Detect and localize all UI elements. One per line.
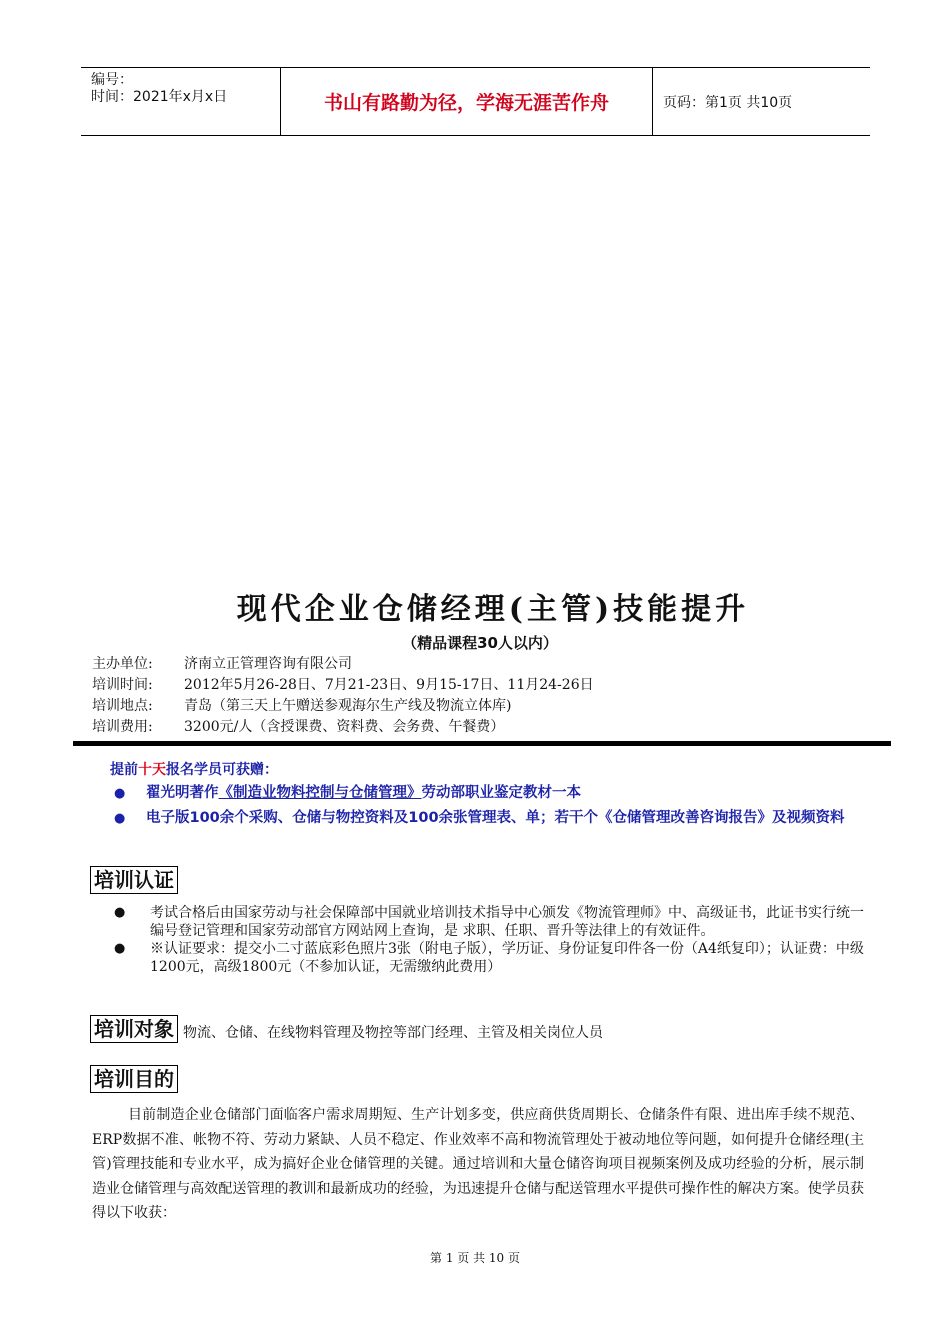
info-value: 2012年5月26-28日、7月21-23日、9月15-17日、11月24-26日 — [184, 677, 594, 693]
info-value: 3200元/人（含授课费、资料费、会务费、午餐费） — [184, 719, 505, 735]
info-label: 培训时间: — [92, 677, 153, 693]
document-title: 现代企业仓储经理(主管)技能提升 — [236, 592, 750, 627]
promo-prefix: 提前 — [110, 762, 138, 778]
time-label: 时间：2021年x月x日 — [91, 89, 228, 105]
promo-item-text: 电子版100余个采购、仓储与物控资料及100余张管理表、单；若干个《仓储管理改善咨询报告》及视频资料 — [146, 810, 845, 826]
list-item — [114, 904, 864, 940]
bullet-icon: ● — [114, 811, 126, 826]
cert-heading: 培训认证 — [90, 866, 178, 894]
header-table — [81, 67, 870, 136]
promo-item-text — [146, 781, 581, 806]
info-label: 主办单位: — [92, 656, 153, 672]
book-title: 《制造业物料控制与仓储管理》 — [218, 785, 422, 801]
code-label: 编号： — [91, 72, 133, 88]
section-divider — [73, 741, 891, 746]
header-meta — [81, 68, 281, 135]
cert-item-text: ※认证要求：提交小二寸蓝底彩色照片3张（附电子版），学历证、身份证复印件各一份（A4纸复印）；认证费：中级1200元，高级1800元（不参加认证，无需缴纳此费用） — [150, 941, 864, 975]
promo-item-pre: 翟光明著作 — [146, 785, 219, 801]
header-page-info: 页码：第1页 共10页 — [663, 94, 793, 111]
info-label: 培训费用: — [92, 719, 153, 735]
purpose-paragraph: 目前制造企业仓储部门面临客户需求周期短、生产计划多变，供应商供货周期长、仓储条件有限、进出库手续不规范、ERP数据不准、帐物不符、劳动力紧缺、人员不稳定、作业效率不高和物流管理处于被动地位等问题，如何提升仓储经理(主管)管理技能和专业水平，成为搞好企业仓储管理的关键。通过培训和大量仓储咨询项目视频案例及成功经验的分析，展示制造业仓储管理与高效配送管理的教训和最新成功的经验，为迅速提升仓储与配送管理水平提供可操作性的解决方案。使学员获得以下收获： — [92, 1107, 864, 1221]
list-item — [114, 806, 874, 831]
promo-suffix: 报名学员可获赠： — [166, 762, 278, 778]
list-item — [114, 781, 874, 806]
document-subtitle: （精品课程30人以内） — [402, 634, 558, 652]
promo-highlight: 十天 — [138, 762, 166, 778]
list-item — [114, 940, 864, 976]
promo-heading — [110, 759, 278, 779]
promo-item-post: 劳动部职业鉴定教材一本 — [421, 785, 581, 801]
course-info — [92, 654, 594, 738]
info-row — [92, 654, 594, 675]
cert-item-text: 考试合格后由国家劳动与社会保障部中国就业培训技术指导中心颁发《物流管理师》中、高级证书，此证书实行统一编号登记管理和国家劳动部官方网站网上查询，是 求职、任职、晋升等法律上的有效证件。 — [150, 905, 864, 939]
info-row — [92, 675, 594, 696]
info-row — [92, 717, 594, 738]
header-motto: 书山有路勤为径，学海无涯苦作舟 — [281, 68, 653, 135]
cert-list — [114, 904, 864, 976]
bullet-icon: ● — [114, 941, 126, 956]
info-label: 培训地点: — [92, 698, 153, 714]
info-value: 济南立正管理咨询有限公司 — [184, 656, 352, 672]
target-heading: 培训对象 — [90, 1015, 178, 1043]
page-footer: 第 1 页 共 10 页 — [430, 1251, 520, 1265]
info-value: 青岛（第三天上午赠送参观海尔生产线及物流立体库) — [184, 698, 512, 714]
purpose-heading: 培训目的 — [90, 1065, 178, 1093]
target-text: 物流、仓储、在线物料管理及物控等部门经理、主管及相关岗位人员 — [183, 1025, 603, 1041]
bullet-icon: ● — [114, 905, 126, 920]
promo-list — [114, 781, 874, 831]
info-row — [92, 696, 594, 717]
bullet-icon: ● — [114, 786, 126, 801]
